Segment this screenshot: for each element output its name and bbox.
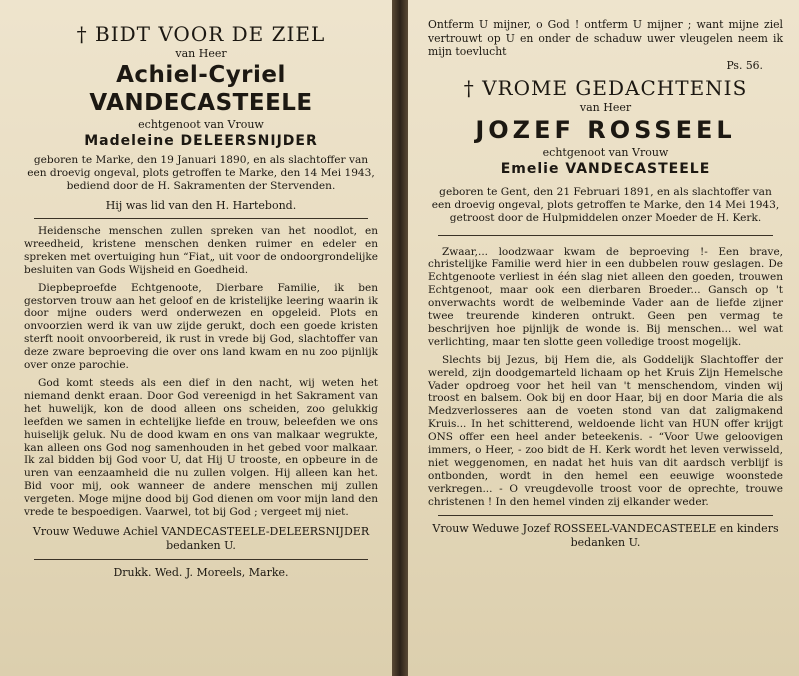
left-deceased-name: Achiel-Cyriel VANDECASTEELE: [89, 62, 313, 116]
right-divider-bottom: [438, 515, 773, 516]
right-heading: † VROME GEDACHTENIS: [463, 75, 748, 100]
left-paragraph-3: God komt steeds als een dief in den nacht, wij weten het niemand denkt eraan. Door God vereenigd in het Sakrament van het huwelijk, kon de dood alleen ons scheiden, zoo gelukkig leefden we samen in echtelijke liefde en trouw, beleefden we ons huiselijk geluk. Nu de dood kwam en ons van malkaar wegrukte, kan alleen ons God nog samenhouden in het gebed voor malkaar. Ik zal bidden bij God voor U, dat Hij U trooste, en opbeure in de uren van eenzaamheid die nu zullen volgen. Hij alleen kan het. Bid voor mij, ook wanneer de andere menschen mij zullen vergeten. Moge mijne dood bij God dienen om voor mijn land den vrede te bespoedigen. Vaarwel, tot bij God ; vergeet mij niet.: [24, 376, 378, 519]
psalm-verse: Ontferm U mijner, o God ! ontferm U mijner ; want mijne ziel vertrouwt op U en onder de schaduw uwer vleugelen neem ik mijn toevlucht: [428, 18, 783, 58]
right-paragraph-1: Zwaar,... loodzwaar kwam de beproeving !- Een brave, christelijke Familie werd hier in een dubbelen rouw geslagen. De Echtgenoote verliest in één slag niet alleen den goeden, trouwen Echtgenoot, maar ook een dierbaren Broeder... Gansch op 't onverwachts wordt de welbeminde Vader aan de liefde zijner twee treurende kinderen ontrukt. Geen pen vermag te beschrijven hoe pijnlijk de wonde is. Bij menschen... wel wat verlichting, maar ten slotte geen volledige troost mogelijk.: [428, 245, 783, 348]
right-van-heer: van Heer: [579, 100, 632, 114]
left-spouse-name: Madeleine DELEERSNIJDER: [84, 133, 318, 149]
left-body: [24, 225, 378, 519]
printer-credit: Drukk. Wed. J. Moreels, Marke.: [113, 565, 289, 579]
right-biography: geboren te Gent, den 21 Februari 1891, en als slachtoffer van een droevig ongeval, plots getroffen te Marke, den 14 Mei 1943, getroost door de Hulpmiddelen onzer Moeder de H. Kerk.: [431, 185, 780, 224]
left-memorial-card: [0, 0, 392, 676]
left-biography: geboren te Marke, den 19 Januari 1890, en als slachtoffer van een droevig ongeval, plots getroffen te Marke, den 14 Mei 1943, bediend door de H. Sakramenten der Stervenden.: [27, 154, 375, 192]
right-memorial-card: [408, 0, 799, 676]
card-gap: [392, 0, 408, 676]
left-paragraph-2: Diepbeproefde Echtgenoote, Dierbare Familie, ik ben gestorven trouw aan het geloof en de kristelijke leering waarin ik door mijne ouders werd onderwezen en opgeleid. Plots en onvoorzien werd ik van uw zijde gerukt, doch een goede kristen sterft nooit onvoorbereid, ik rust in vrede bij God, slachtoffer van deze zware beproeving die over ons land kwam en nu zoo pijnlijk over onze parochie.: [24, 281, 378, 372]
right-body: [428, 246, 783, 509]
left-membership: Hij was lid van den H. Hartebond.: [105, 199, 297, 212]
right-spouse-name: Emelie VANDECASTEELE: [500, 160, 711, 177]
right-spouse-prefix: echtgenoot van Vrouw: [542, 145, 669, 159]
right-deceased-name: JOZEF ROSSEEL: [475, 115, 736, 144]
right-paragraph-2: Slechts bij Jezus, bij Hem die, als Goddelijk Slachtoffer der wereld, zijn doodgemarteld lichaam op het Kruis Zijn Hemelsche Vader opdroeg voor het heil van 't menschendom, vinden wij troost en balsem. Ook bij en door Haar, bij en door Maria die als Medzverlosseres aan de voeten stond van dat zaligmakend Kruis... In het schitterend, weldoende licht van HUN offer krijgt ONS offer een heel ander beteekenis. - “Voor Uwe geloovigen immers, o Heer, - zoo bidt de H. Kerk wordt het leven verwisseld, niet weggenomen, en nadat het huis van dit aardsch verblijf is ontbonden, wordt in den hemel een eeuwige woonstede verkregen... - O vreugdevolle troost voor de oprechte, trouwe christenen ! In den hemel vinden zij elkander weder.: [428, 353, 783, 508]
psalm-reference: Ps. 56.: [726, 58, 763, 72]
left-van-heer: van Heer: [175, 47, 227, 60]
left-divider-bottom: [34, 559, 368, 560]
right-divider-top: [438, 235, 773, 236]
left-closing: Vrouw Weduwe Achiel VANDECASTEELE-DELEERSNIJDER bedanken U.: [32, 524, 370, 552]
right-closing: Vrouw Weduwe Jozef ROSSEEL-VANDECASTEELE en kinders bedanken U.: [432, 521, 779, 549]
left-heading: † BIDT VOOR DE ZIEL: [76, 22, 326, 46]
left-divider-top: [34, 218, 368, 219]
left-paragraph-1: Heidensche menschen zullen spreken van het noodlot, en wreedheid, kristene menschen denken ruimer en edeler en spreken met overtuiging hun “Fiat„ uit voor de ondoorgrondelijke besluiten van Gods Wijsheid en Goedheid.: [24, 225, 378, 276]
left-spouse-prefix: echtgenoot van Vrouw: [138, 118, 264, 131]
